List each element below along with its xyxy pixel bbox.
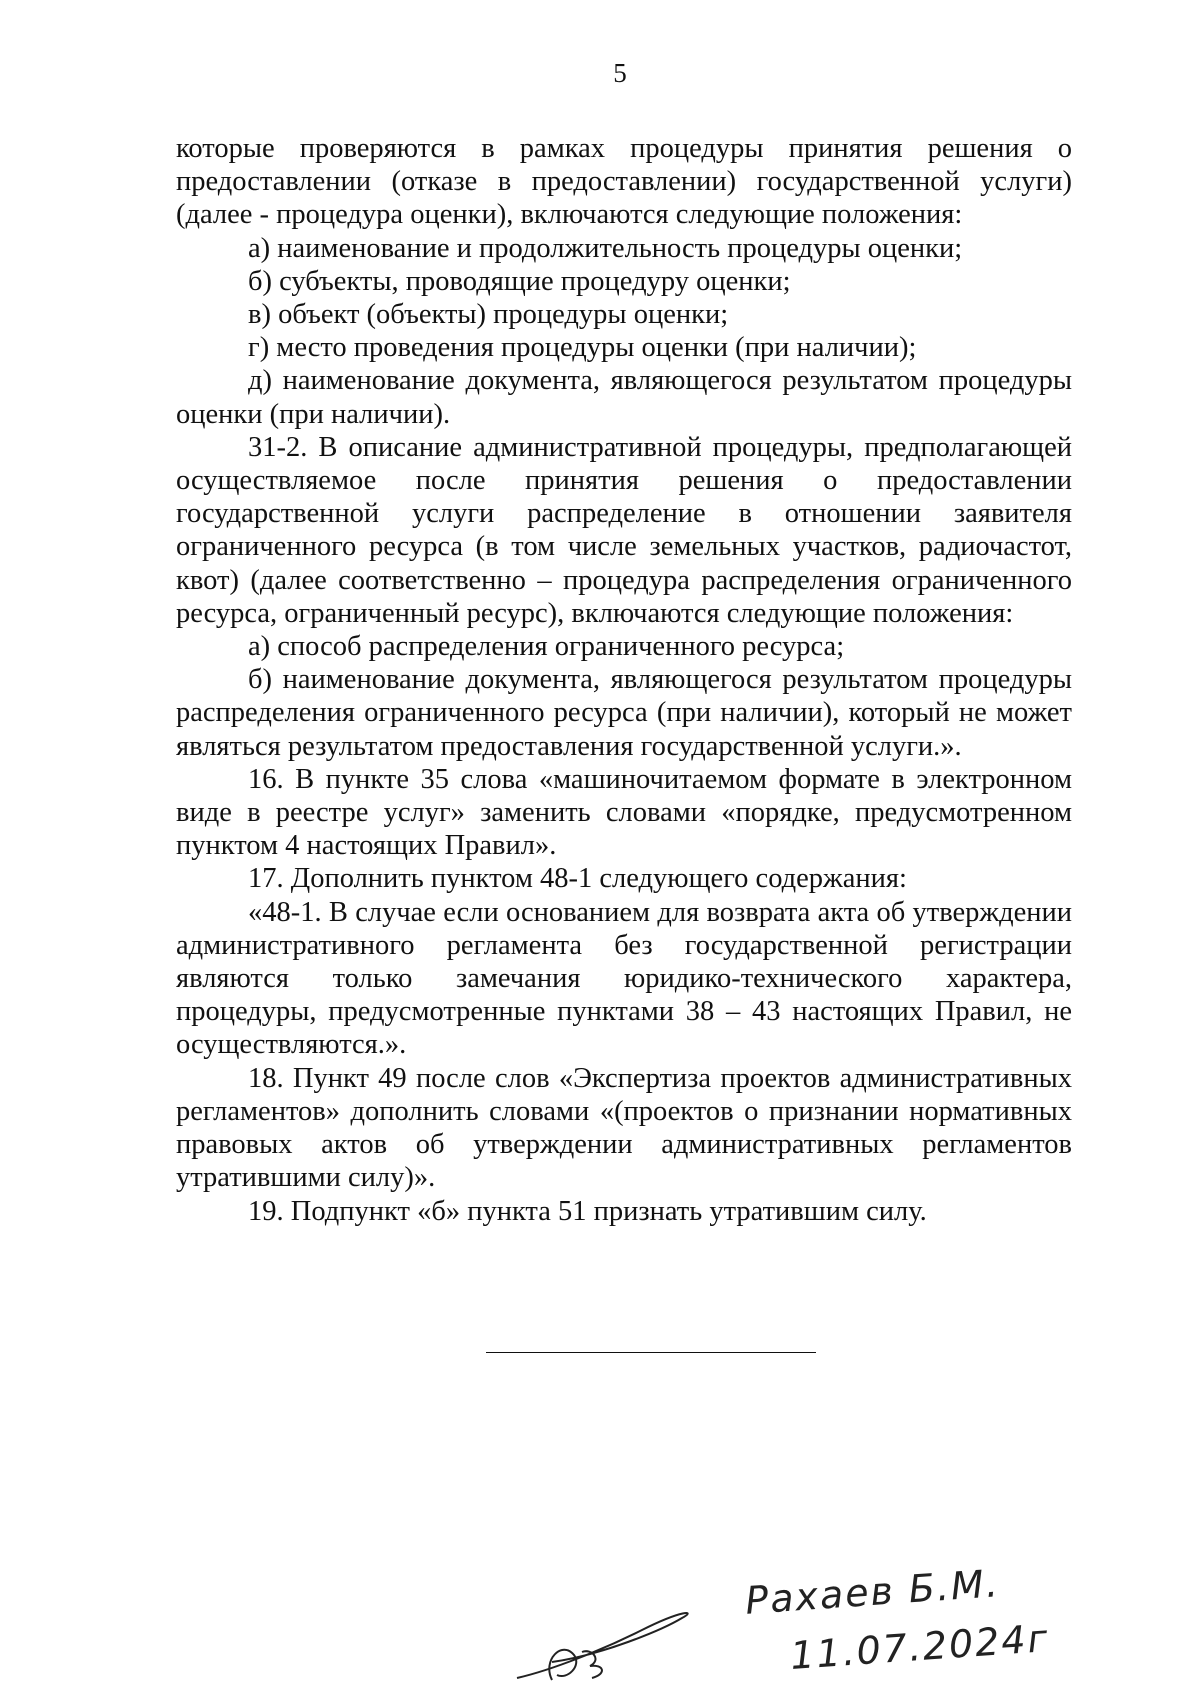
paragraph: 16. В пункте 35 слова «машиночитаемом формате в электронном виде в реестре услуг» заменить словами «порядке, предусмотренном пунктом 4 настоящих Правил».: [176, 763, 1072, 862]
paragraph: 19. Подпункт «б» пункта 51 признать утратившим силу.: [248, 1195, 927, 1227]
paragraph: 17. Дополнить пунктом 48-1 следующего содержания:: [248, 863, 907, 895]
paragraph: 31-2. В описание административной процедуры, предполагающей осуществляемое после принятия решения о предоставлении государственной услуги распределение в отношении заявителя ограниченного ресурса (в том числе земельных участков, радиочастот, квот) (далее соответственно – процедура распределения ограниченного ресурса, ограниченный ресурс), включаются следующие положения:: [176, 431, 1072, 629]
paragraph: «48-1. В случае если основанием для возврата акта об утверждении административного регламента без государственной регистрации являются только замечания юридико-технического характера, процедуры, предусмотренные пунктами 38 – 43 настоящих Правил, не осуществляются.».: [176, 896, 1072, 1061]
document-body: [176, 132, 1072, 1228]
paragraph: б) субъекты, проводящие процедуру оценки;: [248, 265, 791, 297]
paragraph: а) способ распределения ограниченного ресурса;: [248, 631, 845, 663]
paragraph: г) место проведения процедуры оценки (при наличии);: [248, 332, 917, 364]
paragraph: которые проверяются в рамках процедуры принятия решения о предоставлении (отказе в предоставлении) государственной услуги) (далее - процедура оценки), включаются следующие положения:: [176, 133, 1072, 231]
signature-icon: [512, 1600, 697, 1690]
paragraph: в) объект (объекты) процедуры оценки;: [248, 299, 729, 331]
end-divider: [486, 1352, 816, 1353]
handwritten-name: Рахаев Б.М.: [743, 1561, 1002, 1623]
paragraph: 18. Пункт 49 после слов «Экспертиза проектов административных регламентов» дополнить словами «(проектов о признании нормативных правовых актов об утверждении административных регламентов утратившими силу)».: [176, 1062, 1072, 1194]
handwritten-date: 11.07.2024г: [788, 1616, 1051, 1678]
paragraph: б) наименование документа, являющегося результатом процедуры распределения ограниченного ресурса (при наличии), который не может являться результатом предоставления государственной услуги.».: [176, 664, 1072, 762]
paragraph: а) наименование и продолжительность процедуры оценки;: [248, 232, 963, 264]
paragraph: д) наименование документа, являющегося результатом процедуры оценки (при наличии).: [176, 365, 1072, 430]
page-number: 5: [613, 58, 627, 88]
